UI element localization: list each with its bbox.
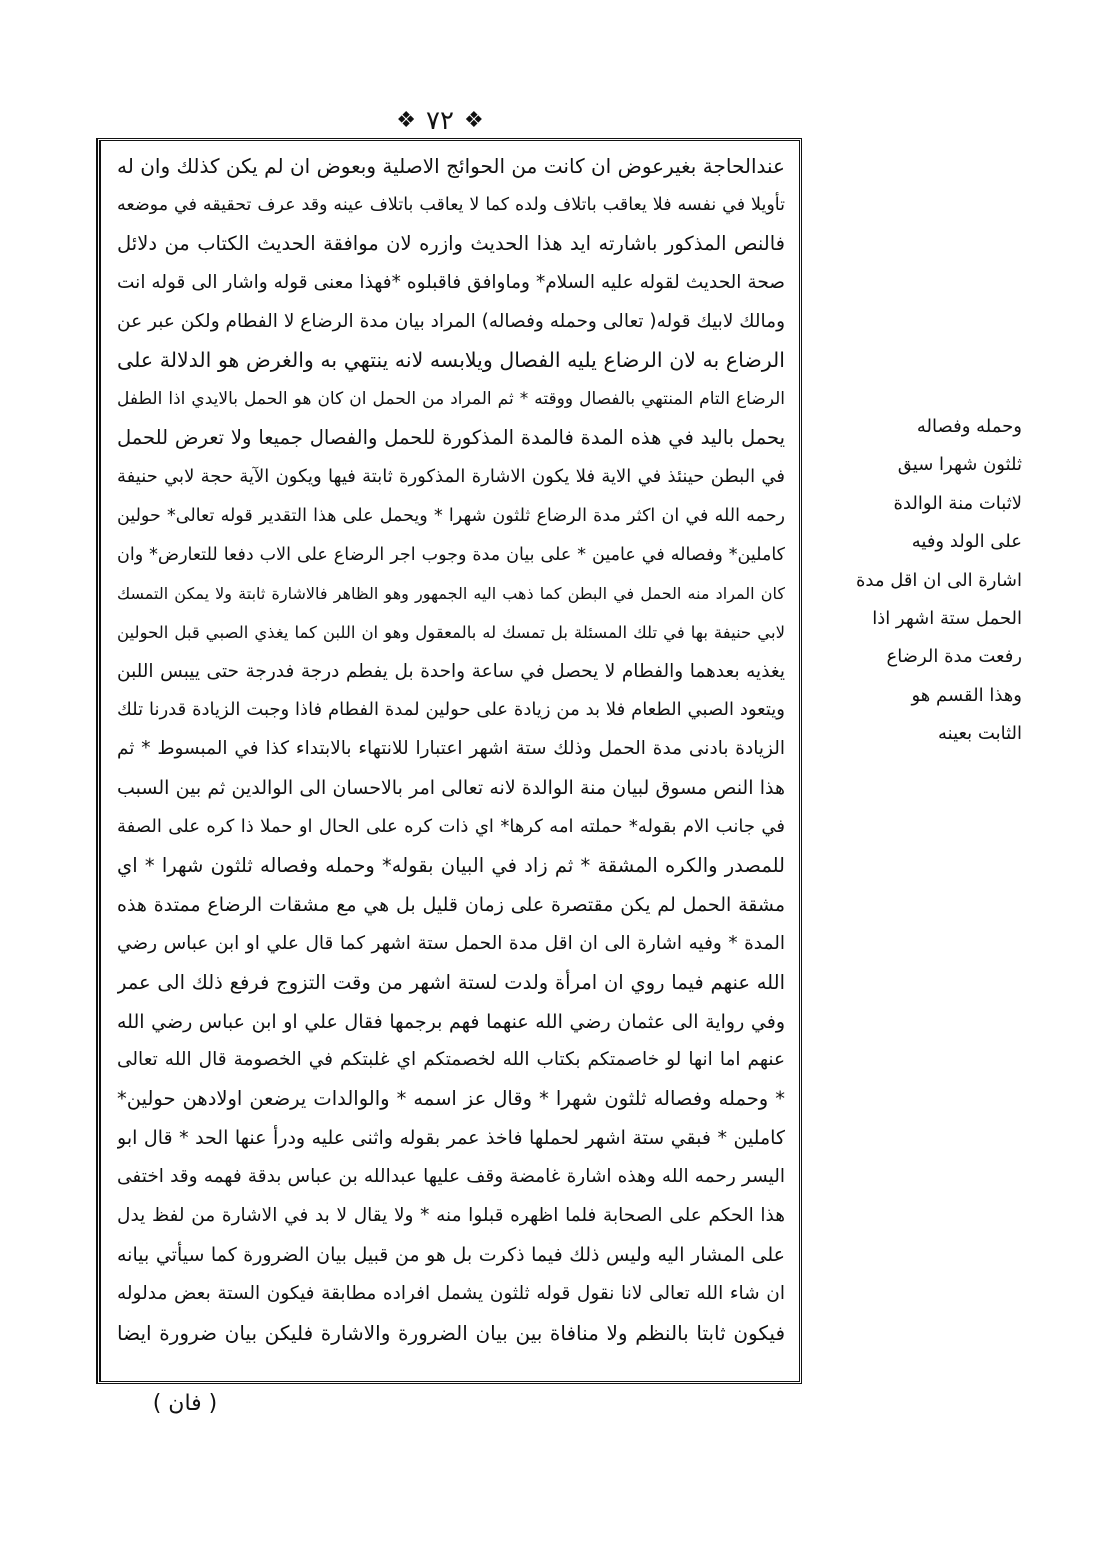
text-line: لابي حنيفة بها في تلك المسئلة بل تمسك له بالمعقول وهو ان اللبن كما يغذي الصبي قبل الحولين xyxy=(117,622,785,642)
text-line: الرضاع التام المنتهي بالفصال ووقته * ثم المراد من الحمل ان كان هو الحمل بالايدي اذا الطفل xyxy=(117,389,785,410)
text-line: هذا النص مسوق لبيان منة الوالدة لانه تعالى امر بالاحسان الى الوالدين ثم بين السبب xyxy=(117,777,785,800)
text-line: ومالك لابيك قوله( تعالى وحمله وفصاله) المراد بيان مدة الرضاع لا الفطام ولكن عبر عن xyxy=(117,310,785,332)
text-line: هذا الحكم على الصحابة فلما اظهره قبلوا منه * ولا يقال لا بد في الاشارة من لفظ يدل xyxy=(117,1205,785,1227)
text-line: الزيادة بادنى مدة الحمل وذلك ستة اشهر اعتبارا للانتهاء بالابتداء كذا في المبسوط * ثم xyxy=(117,738,785,760)
margin-note-line: لاثبات منة الوالدة xyxy=(893,492,1022,514)
text-line: كان المراد منه الحمل في البطن كما ذهب اليه الجمهور وهو الظاهر فالاشارة ثابتة ولا يمكن التمسك xyxy=(117,583,785,603)
text-line: الله عنهم فيما روي ان امرأة ولدت لستة اشهر من وقت التزوج فرفع ذلك الى عمر xyxy=(117,970,785,994)
text-line: يغذيه بعدهما والفطام لا يحصل في ساعة واحدة بل يفطم درجة فدرجة حتى ييبس اللبن xyxy=(117,660,785,682)
ornament-right-icon: ❖ xyxy=(463,108,484,133)
text-line: اليسر رحمه الله وهذه اشارة غامضة وقف عليها عبدالله بن عباس بدقة فهمه وقد اختفى xyxy=(117,1166,785,1188)
text-line: كاملين * فبقي ستة اشهر لحملها فاخذ عمر بقوله واثنى عليه ودرأ عنها الحد * قال ابو xyxy=(117,1127,785,1150)
text-line: كاملين* وفصاله في عامين * على بيان مدة وجوب اجر الرضاع على الاب دفعا للتعارض* وان xyxy=(117,544,785,565)
text-line: صحة الحديث لقوله عليه السلام* وماوافق فاقبلوه *فهذا معنى قوله واشار الى قوله انت xyxy=(117,271,785,293)
margin-note xyxy=(812,408,1022,754)
text-line: ويتعود الصبي الطعام فلا بد من زيادة على حولين لمدة الفطام فاذا وجبت الزيادة قدرنا تلك xyxy=(117,699,785,721)
margin-note-line: اشارة الى ان اقل مدة xyxy=(855,569,1022,591)
margin-note-line: ثلثون شهرا سيق xyxy=(897,454,1022,476)
text-line: في البطن حينئذ في الاية فلا يكون الاشارة المذكورة ثابتة فيها ويكون الآية حجة لابي حنيفة xyxy=(117,466,785,488)
margin-note-line: على الولد وفيه xyxy=(911,531,1022,553)
text-line: الرضاع به لان الرضاع يليه الفصال ويلابسه لانه ينتهي به والغرض هو الدلالة على xyxy=(117,348,785,373)
text-line: رحمه الله في ان اكثر مدة الرضاع ثلثون شهرا * ويحمل على هذا التقدير قوله تعالى* حولين xyxy=(117,506,785,527)
text-line: مشقة الحمل لم يكن مقتصرة على زمان قليل بل هي مع مشقات الرضاع ممتدة هذه xyxy=(117,893,785,916)
text-line: للمصدر والكره المشقة * ثم زاد في البيان بقوله* وحمله وفصاله ثلثون شهرا * اي xyxy=(117,854,785,878)
page-header xyxy=(380,104,500,138)
text-line: وفي رواية الى عثمان رضي الله عنهما فهم برجمها فقال علي او ابن عباس رضي الله xyxy=(117,1010,785,1033)
margin-note-line: رفعت مدة الرضاع xyxy=(886,646,1022,668)
margin-note-line: الثابت بعينه xyxy=(937,723,1022,745)
catchword: ( فان ) xyxy=(152,1391,218,1416)
text-line: تأويلا في نفسه فلا يعاقب باتلاف ولده كما لا يعاقب باتلاف عينه وقد عرف تحقيقه في موضعه xyxy=(117,194,785,215)
text-line: عندالحاجة بغيرعوض ان كانت من الحوائج الاصلية وبعوض ان لم يكن كذلك وان له xyxy=(117,154,785,178)
text-line: يحمل باليد في هذه المدة فالمدة المذكورة للحمل والفصال جميعا ولا تعرض للحمل xyxy=(117,426,785,450)
text-line: في جانب الام بقوله* حملته امه كرها* اي ذات كره على الحال او حملا ذا كره على الصفة xyxy=(117,816,785,838)
main-text-body xyxy=(117,147,785,1353)
page-number: ٧٢ xyxy=(426,106,454,136)
text-line: على المشار اليه وليس ذلك فيما ذكرت بل هو من قبيل بيان الضرورة كما سيأتي بيانه xyxy=(117,1243,785,1266)
main-text-frame xyxy=(96,138,802,1384)
ornament-left-icon: ❖ xyxy=(396,108,417,133)
margin-note-line: وحمله وفصاله xyxy=(916,416,1022,437)
text-line: * وحمله وفصاله ثلثون شهرا * وقال عز اسمه * والوالدات يرضعن اولادهن حولين* xyxy=(117,1087,785,1111)
text-line: ان شاء الله تعالى لانا نقول قوله ثلثون يشمل افراده مطابقة فيكون الستة بعض مدلوله xyxy=(117,1282,785,1304)
margin-note-line: الحمل ستة اشهر اذا xyxy=(872,607,1022,629)
text-line: فيكون ثابتا بالنظم ولا منافاة بين بيان الضرورة والاشارة فليكن بيان ضرورة ايضا xyxy=(117,1320,785,1345)
text-line: فالنص المذكور باشارته ايد هذا الحديث وازره لان موافقة الحديث الكتاب من دلائل xyxy=(117,231,785,255)
margin-note-line: وهذا القسم هو xyxy=(911,684,1022,706)
text-line: المدة * وفيه اشارة الى ان اقل مدة الحمل ستة اشهر كما قال علي او ابن عباس رضي xyxy=(117,932,785,954)
text-line: عنهم اما انها لو خاصمتكم بكتاب الله لخصمتكم اي غلبتكم في الخصومة قال الله تعالى xyxy=(117,1049,785,1071)
